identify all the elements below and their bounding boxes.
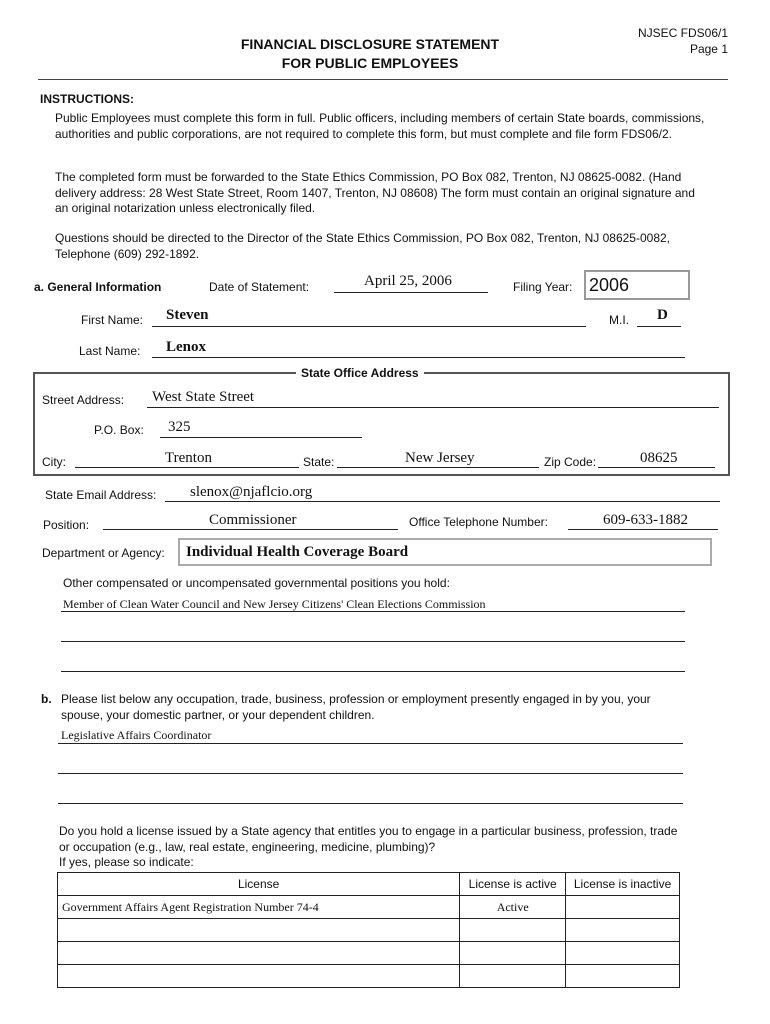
department-label: Department or Agency: [42,546,165,560]
occupation-line-2 [58,773,683,774]
street-address-value[interactable]: West State Street [152,389,255,405]
other-positions-label: Other compensated or uncompensated governmental positions you hold: [63,576,450,590]
city-label: City: [42,455,66,469]
section-b-letter: b. [41,692,52,706]
department-field[interactable] [178,538,712,566]
state-underline [337,467,539,468]
last-name-value[interactable]: Lenox [166,339,207,355]
license-inactive-cell[interactable] [566,896,680,919]
office-phone-label: Office Telephone Number: [409,515,548,529]
table-row [58,942,680,965]
filing-year-value: 2006 [589,275,630,295]
license-table-header [58,873,680,896]
license-active-cell[interactable] [460,965,566,988]
occupation-line-3 [58,803,683,804]
po-box-label: P.O. Box: [94,423,144,437]
table-row [58,965,680,988]
license-name-cell[interactable] [58,965,460,988]
other-positions-line-3 [61,671,685,672]
office-phone-underline [568,529,718,530]
license-inactive-cell[interactable] [566,965,680,988]
position-label: Position: [43,518,90,532]
zip-code-value[interactable]: 08625 [640,450,678,466]
instructions-paragraph-1: Public Employees must complete this form in full. Public officers, including members of certain State boards, commissions, authorities and public corporations, are not required to complete this form, but must complete and file form FDS06/2. [55,111,705,141]
instructions-paragraph-3: Questions should be directed to the Director of the State Ethics Commission, PO Box 082, Trenton, NJ 08625-0082, Telephone (609) 292-1892. [55,231,670,261]
license-active-cell[interactable]: Active [460,896,566,919]
instructions-heading: INSTRUCTIONS: [40,92,134,106]
filing-year-label: Filing Year: [513,280,573,294]
license-name-cell[interactable] [58,942,460,965]
mi-label: M.I. [609,313,629,327]
first-name-underline [152,326,586,327]
state-email-underline [165,501,720,502]
state-office-address-legend: State Office Address [296,366,424,380]
first-name-value[interactable]: Steven [166,307,209,323]
license-inactive-cell[interactable] [566,942,680,965]
other-positions-value[interactable]: Member of Clean Water Council and New Jersey Citizens' Clean Elections Commission [63,597,486,611]
license-inactive-column-header: License is inactive [566,873,680,896]
form-title-line2: FOR PUBLIC EMPLOYEES [281,55,459,71]
table-row [58,896,680,919]
state-email-value[interactable]: slenox@njaflcio.org [190,484,313,500]
state-value[interactable]: New Jersey [405,450,475,466]
license-active-cell[interactable] [460,942,566,965]
po-box-underline [160,437,362,438]
department-value: Individual Health Coverage Board [186,544,409,560]
date-underline [334,292,488,293]
section-b-question: Please list below any occupation, trade, business, profession or employment presently engaged in by you, your spouse, your domestic partner, or your dependent children. [61,692,651,722]
state-email-label: State Email Address: [45,488,157,502]
date-value[interactable]: April 25, 2006 [364,273,452,289]
mi-value[interactable]: D [657,307,668,323]
form-id: NJSEC FDS06/1 [637,26,728,40]
first-name-label: First Name: [81,313,144,327]
license-active-column-header: License is active [460,873,566,896]
license-active-cell[interactable] [460,919,566,942]
general-info-heading: a. General Information [34,280,162,294]
occupation-value[interactable]: Legislative Affairs Coordinator [61,728,212,742]
other-positions-line-1 [61,611,685,612]
position-value[interactable]: Commissioner [209,512,297,528]
po-box-value[interactable]: 325 [168,419,191,435]
license-name-cell[interactable]: Government Affairs Agent Registration Number 74-4 [58,896,460,919]
header-divider [38,79,728,80]
city-value[interactable]: Trenton [165,450,212,466]
license-name-cell[interactable] [58,919,460,942]
page-number: Page 1 [689,42,728,56]
license-table [57,872,680,988]
occupation-line-1 [58,743,683,744]
license-column-header: License [58,873,460,896]
mi-underline [637,326,681,327]
zip-code-label: Zip Code: [544,455,597,469]
street-address-underline [147,407,719,408]
instructions-paragraph-2: The completed form must be forwarded to the State Ethics Commission, PO Box 082, Trenton, NJ 08625-0082. (Hand delivery address: 28 West State Street, Room 1407, Trenton, NJ 08608) The form must contain an original signature and an original notarization unless electronically filed. [55,170,695,215]
other-positions-line-2 [61,641,685,642]
table-row [58,919,680,942]
zip-code-underline [598,467,715,468]
license-prompt: If yes, please so indicate: [59,855,194,869]
license-question: Do you hold a license issued by a State agency that entitles you to engage in a particular business, profession, trade or occupation (e.g., law, real estate, engineering, medicine, plumbing)? [59,824,678,854]
date-label: Date of Statement: [209,280,310,294]
state-label: State: [303,455,335,469]
filing-year-field[interactable] [584,270,690,300]
street-address-label: Street Address: [42,393,125,407]
city-underline [75,467,299,468]
office-phone-value[interactable]: 609-633-1882 [603,512,688,528]
position-underline [103,529,398,530]
last-name-label: Last Name: [79,344,141,358]
form-title [0,36,740,71]
license-inactive-cell[interactable] [566,919,680,942]
form-title-line1: FINANCIAL DISCLOSURE STATEMENT [240,36,500,52]
last-name-underline [152,357,685,358]
